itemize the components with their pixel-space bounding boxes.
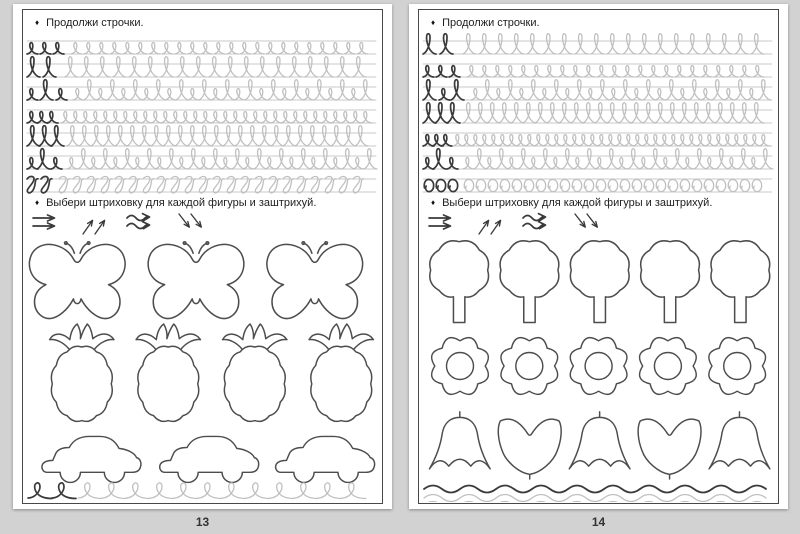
pineapple-outline (50, 324, 114, 421)
diamond-bullet-icon: ♦ (35, 198, 40, 207)
row-small-loops-separate (27, 41, 376, 54)
diamond-bullet-icon: ♦ (431, 18, 436, 27)
page-number: 13 (195, 515, 210, 529)
writing-rows (27, 41, 377, 193)
row-alternating-joined (423, 149, 773, 169)
footer-waves (424, 486, 766, 503)
hatch-diagonal-falling-icon (177, 213, 203, 229)
page-13-sheet (13, 4, 392, 509)
task-hatch-label: Выбери штриховку для каждой фигуры и заштрихуй. (442, 197, 713, 209)
flower-outline (709, 338, 766, 395)
flower-outline (501, 338, 558, 395)
row-tall-loops-joined (423, 103, 772, 123)
hatch-wavy-arrows-icon (127, 214, 150, 229)
writing-rows (423, 34, 773, 192)
footer-large-loops (28, 483, 366, 499)
page-13-frame (22, 9, 383, 504)
bellflower-outline (709, 412, 770, 469)
tree-outline (570, 241, 629, 323)
row-crossed-loops (27, 177, 376, 193)
tulip-outline (638, 419, 701, 479)
butterfly-row (29, 242, 362, 319)
pineapple-outline (223, 324, 287, 421)
hatch-horizontal-arrows-icon (429, 215, 451, 229)
row-oval-loops (423, 179, 772, 192)
tree-outline (500, 241, 559, 323)
tree-outline (430, 241, 489, 323)
car-outline (42, 436, 141, 482)
task-continue-label: Продолжи строчки. (46, 17, 144, 29)
bellflower-row (429, 412, 769, 479)
tulip-outline (498, 419, 561, 479)
pineapple-outline (309, 324, 373, 421)
hatch-wavy-arrows-icon (523, 214, 546, 229)
tree-outline (711, 241, 770, 323)
page-14-canvas (419, 10, 777, 502)
page-14 (409, 4, 788, 529)
diamond-bullet-icon: ♦ (35, 18, 40, 27)
row-alternating-separate (423, 80, 772, 100)
row-small-loops-joined (423, 133, 772, 146)
hatch-diagonal-falling-icon (573, 213, 599, 229)
row-tall-loops-separate (27, 57, 376, 77)
page-13 (13, 4, 392, 529)
page-14-frame (418, 9, 779, 504)
flower-outline (432, 338, 489, 395)
butterfly-outline (29, 242, 125, 319)
hatch-samples (429, 213, 599, 236)
flower-outline (570, 338, 627, 395)
car-outline (160, 436, 259, 482)
row-tall-loops-joined (27, 126, 376, 146)
row-alternating-separate (27, 80, 376, 100)
hatch-diagonal-rising-icon (81, 219, 106, 235)
row-small-loops-separate (423, 64, 772, 77)
hatch-diagonal-rising-icon (477, 219, 502, 235)
diamond-bullet-icon: ♦ (431, 198, 436, 207)
hatch-samples (33, 213, 203, 236)
row-small-loops-joined (27, 110, 376, 123)
bellflower-outline (429, 412, 490, 469)
car-row (42, 436, 375, 482)
task-hatch-label: Выбери штриховку для каждой фигуры и заштрихуй. (46, 197, 317, 209)
pineapple-row (50, 324, 374, 421)
page-number: 14 (591, 515, 606, 529)
bellflower-outline (569, 412, 630, 469)
row-tall-loops-separate (423, 34, 772, 54)
butterfly-outline (267, 242, 363, 319)
tree-outline (641, 241, 700, 323)
hatch-horizontal-arrows-icon (33, 215, 55, 229)
car-outline (276, 436, 375, 482)
tree-row (430, 241, 770, 323)
flower-outline (640, 338, 697, 395)
butterfly-outline (148, 242, 244, 319)
flower-row (432, 338, 766, 395)
pineapple-outline (136, 324, 200, 421)
page-13-canvas (23, 10, 381, 502)
task-continue-label: Продолжи строчки. (442, 17, 540, 29)
row-alternating-joined (27, 149, 377, 169)
page-14-sheet (409, 4, 788, 509)
